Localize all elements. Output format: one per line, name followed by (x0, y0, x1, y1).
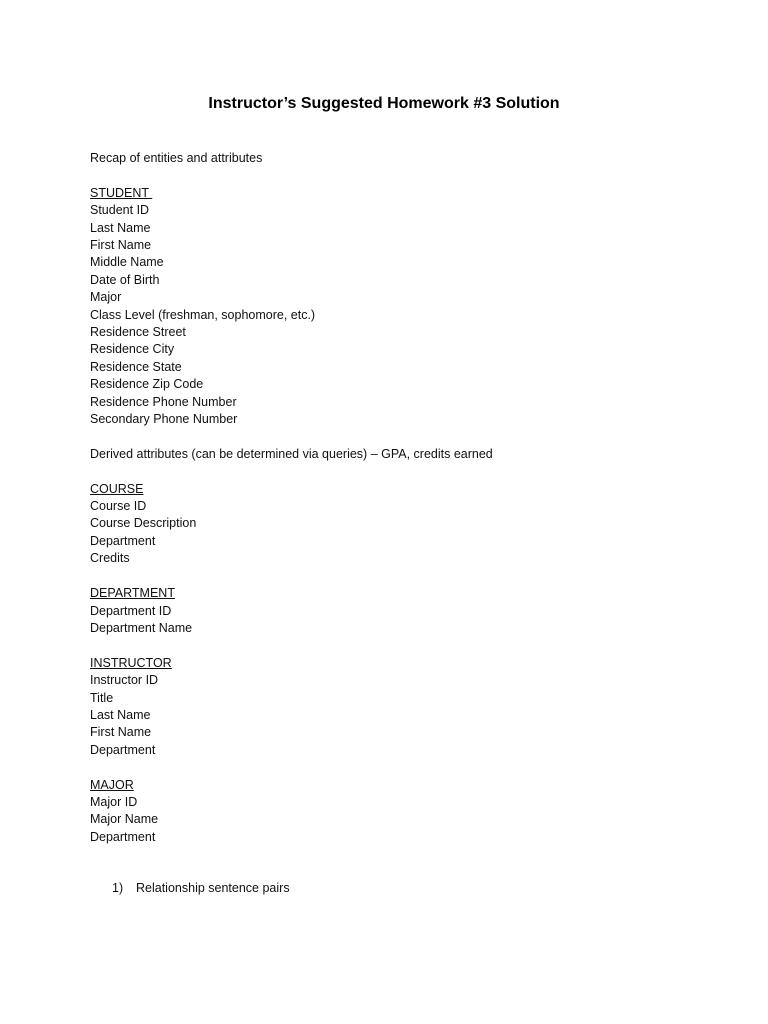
spacer (90, 463, 710, 480)
department-heading: DEPARTMENT (90, 586, 175, 601)
department-attribute: Department Name (90, 620, 193, 635)
student-attribute: Middle Name (90, 255, 164, 270)
document-title: Instructor’s Suggested Homework #3 Solution (208, 95, 560, 112)
instructor-heading: INSTRUCTOR (90, 655, 172, 670)
instructor-attribute: First Name (90, 725, 152, 740)
major-attribute: Major ID (90, 794, 138, 809)
student-attribute: Residence City (90, 342, 175, 357)
document-body (90, 150, 710, 846)
course-attribute: Department (90, 533, 156, 548)
list-number: 1) (112, 881, 124, 895)
list-text: Relationship sentence pairs (136, 881, 290, 895)
student-attribute: Residence Phone Number (90, 394, 237, 409)
derived-attributes-text: Derived attributes (can be determined via queries) – GPA, credits earned (90, 446, 493, 461)
course-attribute: Course Description (90, 516, 197, 531)
student-attribute: Residence Zip Code (90, 377, 204, 392)
instructor-attribute: Last Name (90, 707, 151, 722)
course-attribute: Course ID (90, 499, 147, 514)
student-attribute: Major (90, 290, 122, 305)
intro-text: Recap of entities and attributes (90, 151, 263, 165)
spacer (90, 428, 710, 445)
course-heading: COURSE (90, 481, 144, 496)
student-attribute: Last Name (90, 220, 151, 235)
student-attribute: Residence State (90, 359, 182, 374)
numbered-list-item (112, 880, 290, 897)
instructor-attribute: Title (90, 690, 114, 705)
major-heading: MAJOR (90, 777, 134, 792)
spacer (90, 568, 710, 585)
major-attribute: Major Name (90, 812, 159, 827)
student-attribute: Class Level (freshman, sophomore, etc.) (90, 307, 316, 322)
student-attribute: Student ID (90, 203, 150, 218)
spacer (90, 637, 710, 654)
instructor-attribute: Department (90, 742, 156, 757)
student-attribute: First Name (90, 238, 152, 253)
spacer (90, 167, 710, 184)
course-attribute: Credits (90, 551, 130, 566)
instructor-attribute: Instructor ID (90, 673, 159, 688)
spacer (90, 759, 710, 776)
major-attribute: Department (90, 829, 156, 844)
department-attribute: Department ID (90, 603, 172, 618)
student-attribute: Residence Street (90, 325, 186, 340)
student-heading: STUDENT (90, 185, 153, 200)
student-attribute: Secondary Phone Number (90, 412, 238, 427)
student-attribute: Date of Birth (90, 272, 160, 287)
